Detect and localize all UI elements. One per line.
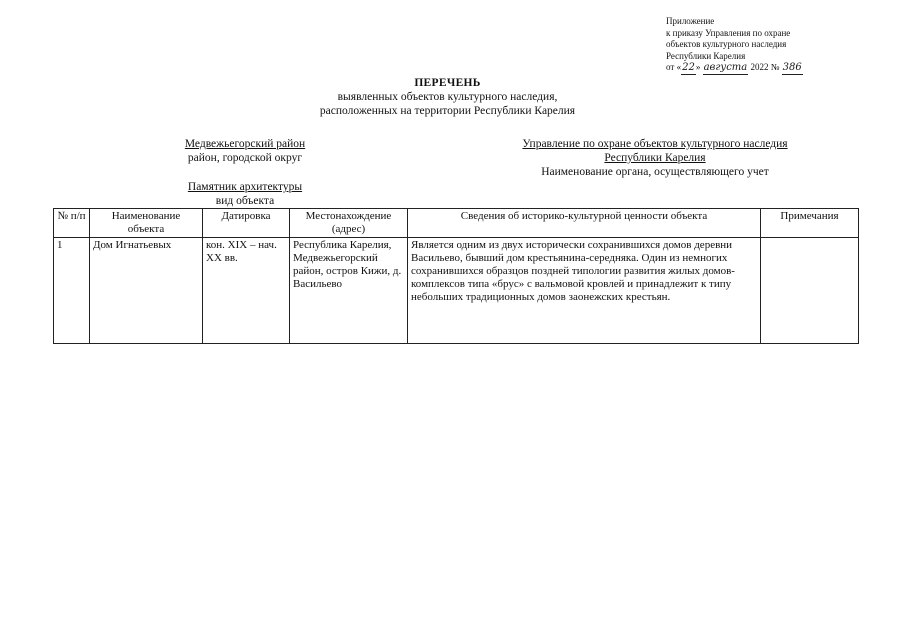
- appendix-line: объектов культурного наследия: [666, 39, 787, 49]
- object-type-caption: вид объекта: [215, 195, 275, 207]
- cell-name: Дом Игнатьевых: [90, 238, 203, 344]
- objects-table: [53, 208, 859, 344]
- title-heading: ПЕРЕЧЕНЬ: [414, 77, 481, 89]
- header-location: Местонахождение (адрес): [290, 209, 408, 238]
- appendix-line: Приложение: [666, 16, 715, 26]
- header-date: Датировка: [203, 209, 290, 238]
- handwritten-month: августа: [703, 62, 748, 73]
- header-value: Сведения об историко-культурной ценности объекта: [408, 209, 761, 238]
- cell-date: кон. XIX – нач. XX вв.: [203, 238, 290, 344]
- cell-num: 1: [54, 238, 90, 344]
- date-day-suffix: »: [695, 62, 701, 72]
- district-name: Медвежьегорский район: [184, 138, 306, 150]
- header-name: Наименование объекта: [90, 209, 203, 238]
- district-block: [130, 137, 360, 165]
- handwritten-day: 22: [682, 62, 695, 73]
- object-type-name: Памятник архитектуры: [187, 181, 303, 193]
- cell-notes: [761, 238, 859, 344]
- agency-block: [490, 137, 820, 179]
- title-line: расположенных на территории Республики Карелия: [319, 105, 576, 117]
- cell-value: Является одним из двух исторически сохранившихся домов деревни Васильево, бывший дом крестьянина-середняка. Один из немногих сохранившихся образцов поздней типологии развития жилых домов-комплексов типа «брус» с вальмовой кровлей и принадлежит к типу небольших традиционных домов заонежских крестьян.: [408, 238, 761, 344]
- appendix-line: Республики Карелия: [666, 50, 746, 61]
- title-line: выявленных объектов культурного наследия,: [337, 91, 558, 103]
- cell-location: Республика Карелия, Медвежьегорский район, остров Кижи, д. Васильево: [290, 238, 408, 344]
- appendix-block: [666, 16, 866, 75]
- district-caption: район, городской округ: [187, 152, 303, 164]
- appendix-date-line: [666, 62, 866, 75]
- agency-caption: Наименование органа, осуществляющего учет: [541, 166, 769, 178]
- agency-name-line: Управление по охране объектов культурного наследия: [522, 138, 788, 150]
- table-row: [54, 238, 859, 344]
- header-notes: Примечания: [761, 209, 859, 238]
- header-num: № п/п: [54, 209, 90, 238]
- appendix-line: к приказу Управления по охране: [666, 27, 791, 38]
- handwritten-number: 386: [782, 62, 802, 73]
- agency-name-line: Республики Карелия: [604, 152, 706, 164]
- document-title: [0, 76, 905, 118]
- date-year: 2022 №: [750, 62, 780, 72]
- date-prefix: от «: [666, 62, 682, 72]
- table-header-row: [54, 209, 859, 238]
- object-type-block: [130, 180, 360, 208]
